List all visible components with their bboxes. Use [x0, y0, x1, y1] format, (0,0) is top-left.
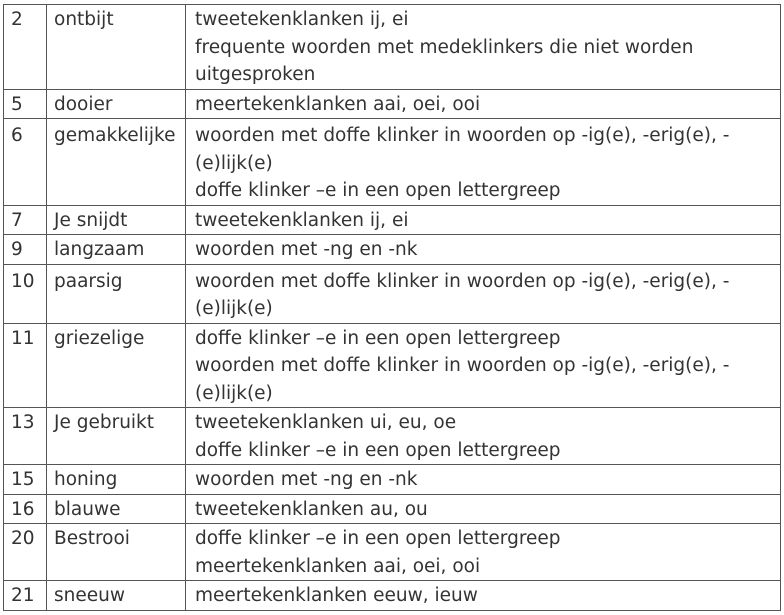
row-word: ontbijt [47, 5, 186, 90]
row-number: 20 [4, 524, 47, 581]
rule-line: meertekenklanken aai, oei, ooi [195, 93, 481, 115]
rule-line: meertekenklanken eeuw, ieuw [195, 585, 478, 606]
table-row [4, 205, 781, 235]
row-number: 13 [4, 408, 47, 465]
row-number: 16 [4, 494, 47, 524]
rule-line: tweetekenklanken ij, ei [195, 9, 409, 30]
rule-line: tweetekenklanken ij, ei [195, 209, 409, 231]
row-word: sneeuw [47, 581, 186, 611]
row-rules [186, 581, 781, 611]
row-rules [186, 524, 781, 581]
spelling-table [3, 4, 781, 611]
row-rules [186, 264, 781, 323]
row-rules [186, 205, 781, 235]
row-number: 6 [4, 119, 47, 206]
rule-line: meertekenklanken aai, oei, ooi [195, 555, 481, 577]
row-number: 5 [4, 89, 47, 119]
row-rules [186, 408, 781, 465]
rule-line: doffe klinker –e in een open lettergreep [195, 439, 561, 461]
rule-line: doffe klinker –e in een open lettergreep [195, 180, 561, 201]
table-row [4, 235, 781, 265]
rule-line: woorden met -ng en -nk [195, 469, 418, 490]
rule-line: doffe klinker –e in een open lettergreep [195, 528, 561, 549]
row-word: Je snijdt [47, 205, 186, 235]
row-rules [186, 235, 781, 265]
row-number: 11 [4, 323, 47, 408]
table-row [4, 524, 781, 581]
row-rules [186, 494, 781, 524]
table-body [4, 5, 781, 611]
table-row [4, 5, 781, 90]
table-row [4, 408, 781, 465]
rule-line: tweetekenklanken au, ou [195, 498, 428, 520]
rule-line: woorden met doffe klinker in woorden op -ig(e), -erig(e), -(e)lijk(e) [195, 355, 730, 404]
rule-line: woorden met -ng en -nk [195, 239, 418, 260]
row-rules [186, 5, 781, 90]
rule-line: woorden met doffe klinker in woorden op -ig(e), -erig(e), -(e)lijk(e) [195, 125, 730, 174]
row-rules [186, 89, 781, 119]
row-number: 21 [4, 581, 47, 611]
rule-line: doffe klinker –e in een open lettergreep [195, 327, 561, 349]
row-number: 10 [4, 264, 47, 323]
row-word: paarsig [47, 264, 186, 323]
row-number: 7 [4, 205, 47, 235]
rule-line: frequente woorden met medeklinkers die niet worden uitgesproken [195, 36, 694, 85]
row-number: 2 [4, 5, 47, 90]
row-word: dooier [47, 89, 186, 119]
table-row [4, 465, 781, 495]
rule-line: tweetekenklanken ui, eu, oe [195, 412, 457, 433]
row-rules [186, 323, 781, 408]
row-word: langzaam [47, 235, 186, 265]
table-row [4, 89, 781, 119]
row-word: griezelige [47, 323, 186, 408]
table-row [4, 494, 781, 524]
row-rules [186, 119, 781, 206]
row-rules [186, 465, 781, 495]
table-row [4, 119, 781, 206]
row-number: 15 [4, 465, 47, 495]
row-number: 9 [4, 235, 47, 265]
table-row [4, 581, 781, 611]
row-word: Bestrooi [47, 524, 186, 581]
row-word: blauwe [47, 494, 186, 524]
row-word: honing [47, 465, 186, 495]
table-row [4, 323, 781, 408]
row-word: gemakkelijke [47, 119, 186, 206]
row-word: Je gebruikt [47, 408, 186, 465]
table-row [4, 264, 781, 323]
rule-line: woorden met doffe klinker in woorden op -ig(e), -erig(e), -(e)lijk(e) [195, 270, 730, 319]
